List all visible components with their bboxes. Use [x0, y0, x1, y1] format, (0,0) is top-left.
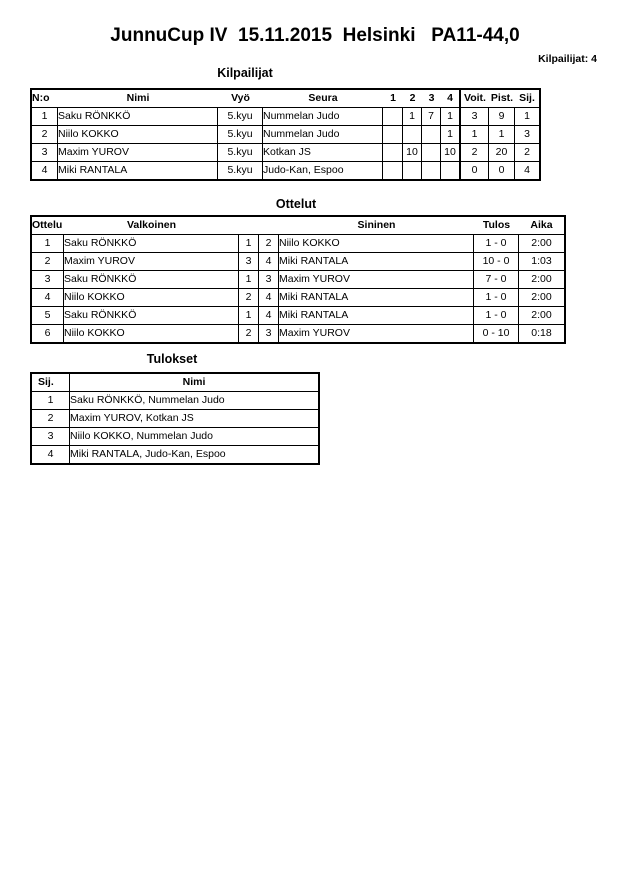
competitor-place: 1 — [515, 108, 539, 126]
header-round-1: 1 — [383, 90, 403, 108]
result-name: Niilo KOKKO, Nummelan Judo — [70, 428, 318, 446]
page-title: JunnuCup IV 15.11.2015 Helsinki PA11-44,0 — [110, 25, 520, 46]
round-2-score: 10 — [403, 144, 422, 162]
match-time: 2:00 — [519, 235, 564, 253]
competitor-name: Niilo KOKKO — [58, 126, 218, 144]
blue-competitor-no: 4 — [259, 289, 279, 307]
round-3-score — [422, 144, 441, 162]
match-result: 7 - 0 — [474, 271, 519, 289]
round-1-score — [383, 126, 403, 144]
competitor-belt: 5.kyu — [218, 144, 263, 162]
competitor-place: 4 — [524, 164, 530, 176]
white-competitor-no: 1 — [239, 307, 259, 325]
results-table — [30, 372, 320, 465]
header-white: Valkoinen — [64, 217, 239, 235]
header-points: Pist. — [489, 90, 515, 108]
competitor-wins: 3 — [461, 108, 489, 126]
white-name: Niilo KOKKO — [64, 289, 239, 307]
competitor-wins: 2 — [461, 144, 489, 162]
round-1-score — [383, 144, 403, 162]
match-row — [32, 325, 564, 342]
result-row — [32, 446, 318, 463]
round-1-score — [383, 108, 403, 126]
header-wins: Voit. — [461, 90, 489, 108]
header-round-2: 2 — [403, 90, 422, 108]
round-4-score: 1 — [441, 126, 461, 144]
match-time: 0:18 — [531, 327, 552, 339]
competitor-club: Nummelan Judo — [263, 126, 383, 144]
header-place: Sij. — [515, 90, 539, 108]
match-no: 5 — [32, 307, 64, 325]
header-match-no: Ottelu — [32, 217, 64, 235]
white-name: Saku RÖNKKÖ — [64, 235, 239, 253]
result-row — [32, 410, 318, 428]
competitor-place: 3 — [515, 126, 539, 144]
competitor-club: Judo-Kan, Espoo — [263, 162, 383, 179]
round-2-score — [403, 126, 422, 144]
section-title-matches: Ottelut — [275, 197, 317, 211]
competitors-count: Kilpailijat: 4 — [538, 53, 597, 65]
competitor-row — [32, 108, 539, 126]
match-no: 1 — [32, 235, 64, 253]
result-place: 3 — [32, 428, 70, 446]
match-row — [32, 307, 564, 325]
competitor-club: Kotkan JS — [263, 144, 383, 162]
competitor-row — [32, 162, 539, 179]
blue-name: Maxim YUROV — [279, 271, 474, 289]
match-row — [32, 271, 564, 289]
blue-competitor-no: 4 — [259, 307, 279, 325]
round-2-score: 1 — [403, 108, 422, 126]
blue-name: Miki RANTALA — [279, 253, 474, 271]
result-place: 1 — [32, 392, 70, 410]
header-white-no — [239, 217, 259, 235]
competitor-row — [32, 126, 539, 144]
result-place: 2 — [32, 410, 70, 428]
result-row — [32, 392, 318, 410]
competitor-belt: 5.kyu — [218, 126, 263, 144]
match-no: 2 — [32, 253, 64, 271]
match-result: 10 - 0 — [474, 253, 519, 271]
competitor-club: Nummelan Judo — [263, 108, 383, 126]
white-name: Saku RÖNKKÖ — [64, 271, 239, 289]
round-1-score — [383, 162, 403, 179]
white-competitor-no: 2 — [239, 289, 259, 307]
white-competitor-no: 2 — [239, 325, 259, 342]
blue-competitor-no: 2 — [259, 235, 279, 253]
competitor-no: 3 — [32, 144, 58, 162]
header-result: Tulos — [474, 217, 519, 235]
result-row — [32, 428, 318, 446]
blue-name: Miki RANTALA — [279, 307, 474, 325]
section-title-results: Tulokset — [146, 352, 198, 366]
match-row — [32, 289, 564, 307]
round-3-score — [422, 162, 441, 179]
round-4-score — [441, 162, 461, 179]
match-result: 1 - 0 — [474, 307, 519, 325]
results-header-row — [32, 374, 318, 392]
competitor-name: Miki RANTALA — [58, 162, 218, 179]
match-row — [32, 235, 564, 253]
round-2-score — [403, 162, 422, 179]
competitor-points: 0 — [489, 162, 515, 179]
round-4-score: 1 — [441, 108, 461, 126]
header-blue-no — [259, 217, 279, 235]
header-club: Seura — [263, 90, 383, 108]
blue-competitor-no: 4 — [259, 253, 279, 271]
matches-header-row — [32, 217, 564, 235]
competitor-wins: 1 — [461, 126, 489, 144]
header-name: Nimi — [58, 90, 218, 108]
result-name: Maxim YUROV, Kotkan JS — [70, 410, 318, 428]
competitors-header-row — [32, 90, 539, 108]
match-time: 2:00 — [519, 307, 564, 325]
header-round-3: 3 — [422, 90, 441, 108]
blue-competitor-no: 3 — [259, 325, 279, 342]
white-name: Niilo KOKKO — [64, 325, 239, 342]
competitor-no: 4 — [32, 162, 58, 179]
competitor-belt: 5.kyu — [218, 162, 263, 179]
competitor-no: 1 — [32, 108, 58, 126]
header-place: Sij. — [32, 374, 70, 392]
competitor-points: 1 — [489, 126, 515, 144]
blue-name: Niilo KOKKO — [279, 235, 474, 253]
match-no: 6 — [32, 325, 64, 342]
match-result: 1 - 0 — [474, 235, 519, 253]
competitor-points: 20 — [489, 144, 515, 162]
header-blue: Sininen — [279, 217, 474, 235]
round-4-score: 10 — [441, 144, 461, 162]
competitor-name: Maxim YUROV — [58, 144, 218, 162]
blue-name: Miki RANTALA — [279, 289, 474, 307]
blue-competitor-no: 3 — [259, 271, 279, 289]
white-name: Maxim YUROV — [64, 253, 239, 271]
header-no: N:o — [32, 90, 58, 108]
match-time: 2:00 — [519, 271, 564, 289]
competitor-name: Saku RÖNKKÖ — [58, 108, 218, 126]
blue-name: Maxim YUROV — [279, 325, 474, 342]
competitor-points: 9 — [489, 108, 515, 126]
header-belt: Vyö — [218, 90, 263, 108]
competitor-wins: 0 — [461, 162, 489, 179]
match-result: 0 - 10 — [474, 325, 519, 342]
section-title-competitors: Kilpailijat — [217, 66, 273, 80]
header-name: Nimi — [70, 374, 318, 392]
round-3-score — [422, 126, 441, 144]
match-no: 3 — [32, 271, 64, 289]
matches-table — [30, 215, 566, 344]
header-round-4: 4 — [441, 90, 461, 108]
competitor-place: 2 — [515, 144, 539, 162]
competitor-no: 2 — [32, 126, 58, 144]
match-result: 1 - 0 — [474, 289, 519, 307]
header-time: Aika — [519, 217, 564, 235]
white-name: Saku RÖNKKÖ — [64, 307, 239, 325]
white-competitor-no: 1 — [239, 271, 259, 289]
white-competitor-no: 1 — [239, 235, 259, 253]
match-time: 1:03 — [519, 253, 564, 271]
result-name: Saku RÖNKKÖ, Nummelan Judo — [70, 392, 318, 410]
competitor-row — [32, 144, 539, 162]
white-competitor-no: 3 — [239, 253, 259, 271]
round-3-score: 7 — [422, 108, 441, 126]
competitors-table — [30, 88, 541, 181]
result-place: 4 — [32, 446, 70, 463]
match-no: 4 — [32, 289, 64, 307]
match-time: 2:00 — [519, 289, 564, 307]
match-row — [32, 253, 564, 271]
competitor-belt: 5.kyu — [218, 108, 263, 126]
result-name: Miki RANTALA, Judo-Kan, Espoo — [70, 448, 226, 460]
